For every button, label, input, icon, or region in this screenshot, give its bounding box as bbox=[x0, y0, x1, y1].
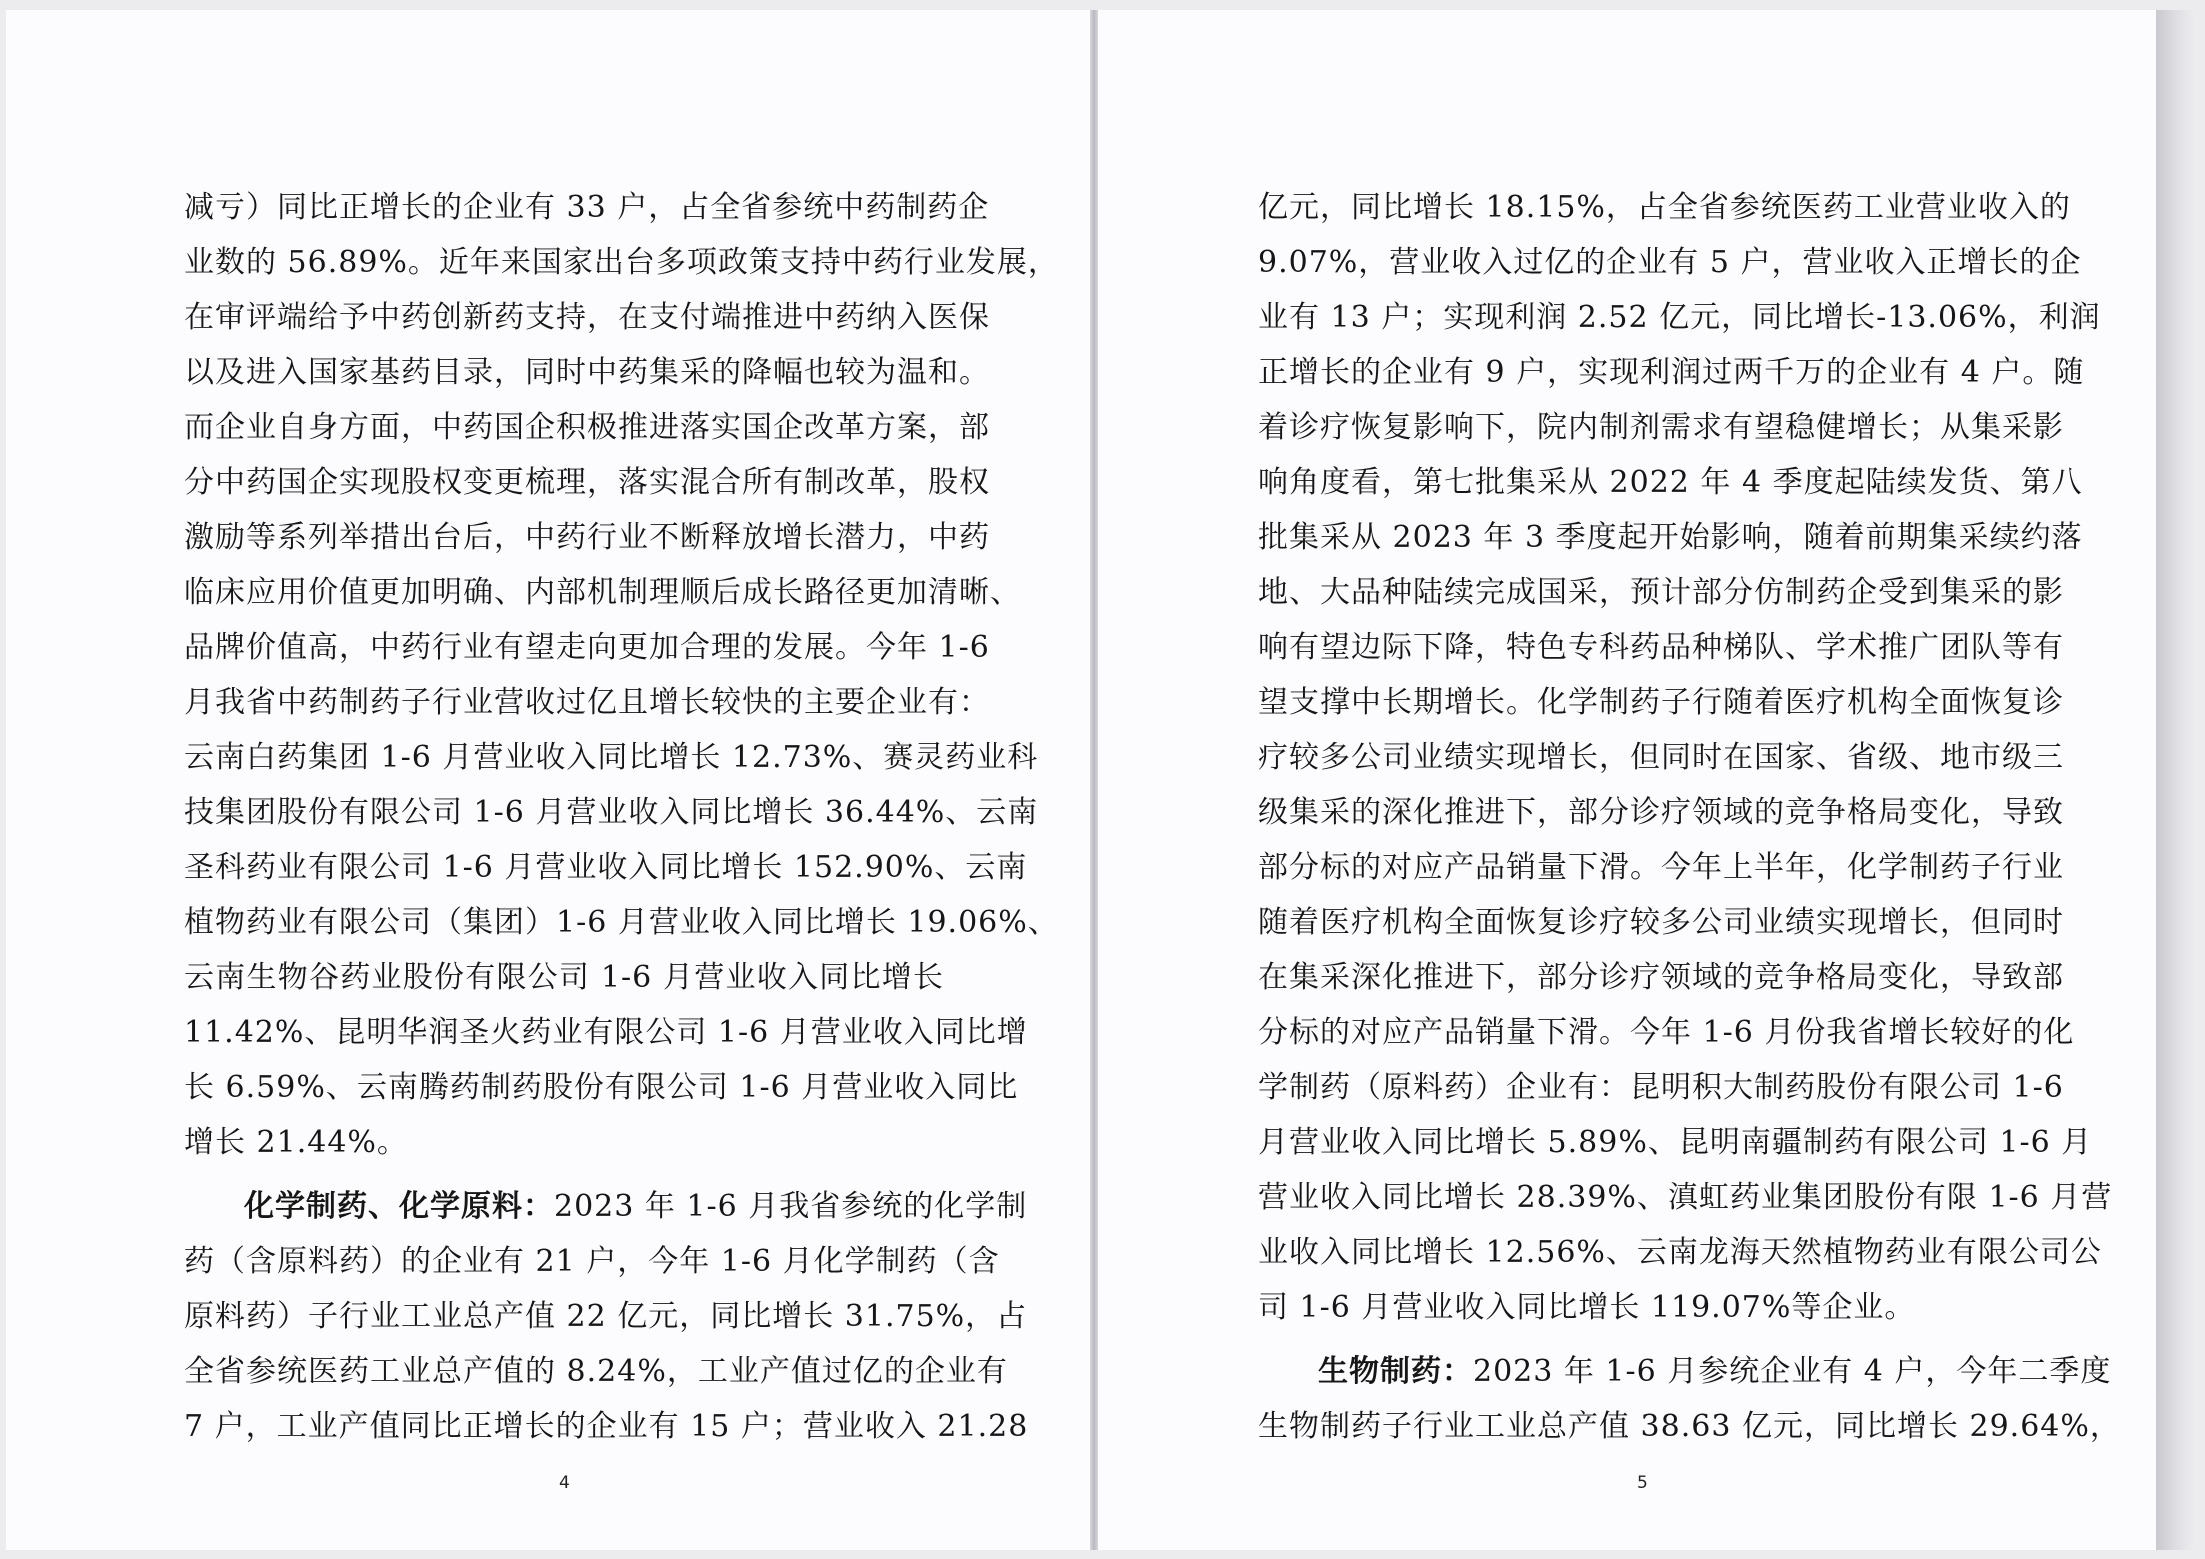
text-line: 药（含原料药）的企业有 21 户，今年 1-6 月化学制药（含 bbox=[184, 1244, 1000, 1279]
text-line: 在集采深化推进下，部分诊疗领域的竞争格局变化，导致部 bbox=[1258, 960, 2064, 995]
text-line: 全省参统医药工业总产值的 8.24%，工业产值过亿的企业有 bbox=[184, 1354, 1008, 1389]
right-page-body bbox=[1258, 180, 2121, 1454]
book-spread bbox=[6, 10, 2156, 1550]
left-page bbox=[6, 10, 1090, 1550]
text-line: 学制药（原料药）企业有：昆明积大制药股份有限公司 1-6 bbox=[1258, 1070, 2064, 1105]
text-line: 业有 13 户；实现利润 2.52 亿元，同比增长-13.06%，利润 bbox=[1258, 300, 2101, 335]
text-line: 地、大品种陆续完成国采，预计部分仿制药企受到集采的影 bbox=[1258, 575, 2064, 610]
section-first-text: 2023 年 1-6 月参统企业有 4 户，今年二季度 bbox=[1473, 1354, 2112, 1389]
text-line: 亿元，同比增长 18.15%，占全省参统医药工业营业收入的 bbox=[1258, 190, 2071, 225]
section-first-line bbox=[184, 1179, 1028, 1234]
text-line: 7 户，工业产值同比正增长的企业有 15 户；营业收入 21.28 bbox=[184, 1409, 1029, 1444]
text-line: 激励等系列举措出台后，中药行业不断释放增长潜力，中药 bbox=[184, 520, 990, 555]
text-line: 原料药）子行业工业总产值 22 亿元，同比增长 31.75%，占 bbox=[184, 1299, 1028, 1334]
text-line: 分中药国企实现股权变更梳理，落实混合所有制改革，股权 bbox=[184, 465, 990, 500]
text-line: 而企业自身方面，中药国企积极推进落实国企改革方案，部 bbox=[184, 410, 990, 445]
book-gutter bbox=[1090, 10, 1098, 1550]
text-line: 11.42%、昆明华润圣火药业有限公司 1-6 月营业收入同比增 bbox=[184, 1015, 1028, 1050]
text-line: 植物药业有限公司（集团）1-6 月营业收入同比增长 19.06%、 bbox=[184, 905, 1059, 940]
text-line: 9.07%，营业收入过亿的企业有 5 户，营业收入正增长的企 bbox=[1258, 245, 2082, 280]
text-line: 随着医疗机构全面恢复诊疗较多公司业绩实现增长，但同时 bbox=[1258, 905, 2064, 940]
section-heading: 化学制药、化学原料： bbox=[244, 1189, 554, 1224]
text-line: 业收入同比增长 12.56%、云南龙海天然植物药业有限公司公 bbox=[1258, 1235, 2102, 1270]
text-line: 级集采的深化推进下，部分诊疗领域的竞争格局变化，导致 bbox=[1258, 795, 2064, 830]
text-line: 月营业收入同比增长 5.89%、昆明南疆制药有限公司 1-6 月 bbox=[1258, 1125, 2093, 1160]
section-first-text: 2023 年 1-6 月我省参统的化学制 bbox=[554, 1189, 1028, 1224]
page-edge-shadow bbox=[2156, 10, 2196, 1550]
text-line: 疗较多公司业绩实现增长，但同时在国家、省级、地市级三 bbox=[1258, 740, 2064, 775]
text-line: 生物制药子行业工业总产值 38.63 亿元，同比增长 29.64%， bbox=[1258, 1409, 2121, 1444]
text-line: 正增长的企业有 9 户，实现利润过两千万的企业有 4 户。随 bbox=[1258, 355, 2085, 390]
text-line: 部分标的对应产品销量下滑。今年上半年，化学制药子行业 bbox=[1258, 850, 2064, 885]
text-line: 云南白药集团 1-6 月营业收入同比增长 12.73%、赛灵药业科 bbox=[184, 740, 1039, 775]
text-line: 望支撑中长期增长。化学制药子行随着医疗机构全面恢复诊 bbox=[1258, 685, 2064, 720]
text-line: 分标的对应产品销量下滑。今年 1-6 月份我省增长较好的化 bbox=[1258, 1015, 2075, 1050]
text-line: 以及进入国家基药目录，同时中药集采的降幅也较为温和。 bbox=[184, 355, 990, 390]
text-line: 批集采从 2023 年 3 季度起开始影响，随着前期集采续约落 bbox=[1258, 520, 2083, 555]
section-first-line bbox=[1258, 1344, 2112, 1399]
text-line: 响角度看，第七批集采从 2022 年 4 季度起陆续发货、第八 bbox=[1258, 465, 2083, 500]
text-line: 临床应用价值更加明确、内部机制理顺后成长路径更加清晰、 bbox=[184, 575, 1021, 610]
text-line: 圣科药业有限公司 1-6 月营业收入同比增长 152.90%、云南 bbox=[184, 850, 1028, 885]
section-heading: 生物制药： bbox=[1318, 1354, 1473, 1389]
text-line: 技集团股份有限公司 1-6 月营业收入同比增长 36.44%、云南 bbox=[184, 795, 1039, 830]
text-line: 司 1-6 月营业收入同比增长 119.07%等企业。 bbox=[1258, 1290, 1916, 1325]
page-number: 5 bbox=[1637, 1473, 1648, 1493]
page-number: 4 bbox=[559, 1473, 570, 1493]
text-line: 减亏）同比正增长的企业有 33 户，占全省参统中药制药企 bbox=[184, 190, 990, 225]
text-line: 着诊疗恢复影响下，院内制剂需求有望稳健增长；从集采影 bbox=[1258, 410, 2064, 445]
left-page-body bbox=[184, 180, 1059, 1454]
right-page bbox=[1098, 10, 2156, 1550]
text-line: 长 6.59%、云南腾药制药股份有限公司 1-6 月营业收入同比 bbox=[184, 1070, 1019, 1105]
text-line: 云南生物谷药业股份有限公司 1-6 月营业收入同比增长 bbox=[184, 960, 944, 995]
text-line: 增长 21.44%。 bbox=[184, 1125, 408, 1160]
text-line: 营业收入同比增长 28.39%、滇虹药业集团股份有限 1-6 月营 bbox=[1258, 1180, 2113, 1215]
text-line: 响有望边际下降，特色专科药品种梯队、学术推广团队等有 bbox=[1258, 630, 2064, 665]
text-line: 月我省中药制药子行业营收过亿且增长较快的主要企业有： bbox=[184, 685, 990, 720]
text-line: 品牌价值高，中药行业有望走向更加合理的发展。今年 1-6 bbox=[184, 630, 990, 665]
text-line: 在审评端给予中药创新药支持，在支付端推进中药纳入医保 bbox=[184, 300, 990, 335]
text-line: 业数的 56.89%。近年来国家出台多项政策支持中药行业发展， bbox=[184, 245, 1059, 280]
